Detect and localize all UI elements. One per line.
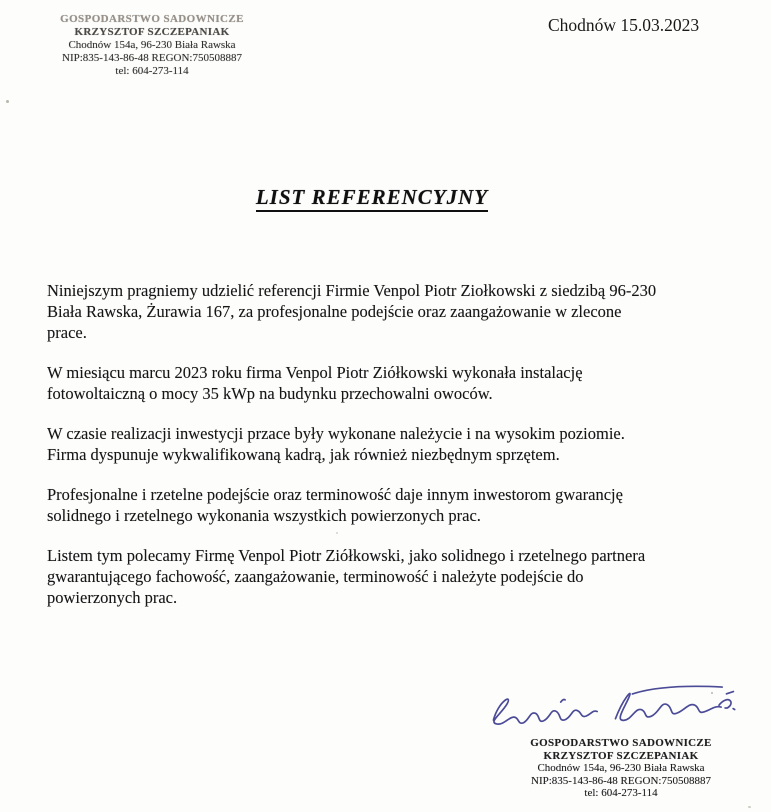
- stamp-phone: tel: 604-273-114: [115, 65, 189, 77]
- company-stamp-bottom: [503, 737, 739, 800]
- stamp-address: Chodnów 154a, 96-230 Biała Rawska: [68, 39, 236, 51]
- company-stamp-top: [33, 13, 271, 78]
- paragraph-1: [47, 280, 719, 343]
- place-and-date: Chodnów 15.03.2023: [548, 15, 700, 35]
- paragraph-4: [47, 484, 719, 526]
- paragraph-line: fotowoltaiczną o mocy 35 kWp na budynku przechowalni owoców.: [47, 384, 493, 403]
- paragraph-3: [47, 423, 719, 465]
- paragraph-2: [47, 362, 719, 404]
- letter-title: [0, 185, 744, 210]
- scan-speck: [6, 100, 9, 103]
- stamp-address: Chodnów 154a, 96-230 Biała Rawska: [537, 762, 705, 774]
- paragraph-line: Niniejszym pragniemy udzielić referencji Firmie Venpol Piotr Ziołkowski z siedzibą 96-230: [47, 281, 657, 300]
- paragraph-line: gwarantującego fachowość, zaangażowanie, terminowość i należyte podejście do: [47, 567, 584, 586]
- letter-body: [47, 280, 719, 627]
- stamp-company-name: GOSPODARSTWO SADOWNICZE: [530, 737, 712, 749]
- stamp-owner-name: KRZYSZTOF SZCZEPANIAK: [74, 26, 230, 38]
- paragraph-line: solidnego i rzetelnego wykonania wszystkich powierzonych prac.: [47, 506, 481, 525]
- paragraph-line: Listem tym polecamy Firmę Venpol Piotr Ziółkowski, jako solidnego i rzetelnego partnera: [47, 546, 646, 565]
- stamp-nip-regon: NIP:835-143-86-48 REGON:750508887: [531, 774, 711, 787]
- stamp-phone: tel: 604-273-114: [584, 787, 658, 799]
- signature-handwriting: [480, 677, 738, 738]
- stamp-owner-name: KRZYSZTOF SZCZEPANIAK: [543, 749, 699, 762]
- paragraph-line: W czasie realizacji inwestycji przace były wykonane należycie i na wysokim poziomie.: [47, 424, 625, 443]
- paragraph-5: [47, 545, 719, 608]
- paragraph-line: Profesjonalne i rzetelne podejście oraz terminowość daje innym inwestorom gwarancję: [47, 485, 623, 504]
- letter-title-text: LIST REFERENCYJNY: [256, 185, 488, 212]
- paragraph-line: W miesiącu marcu 2023 roku firma Venpol Piotr Ziółkowski wykonała instalację: [47, 363, 583, 382]
- scan-speck: [336, 532, 338, 534]
- paragraph-line: Firma dyspunuje wykwalifikowaną kadrą, jak również niezbędnym sprzętem.: [47, 445, 560, 464]
- scan-speck: [711, 692, 713, 694]
- paragraph-line: Biała Rawska, Żurawia 167, za profesjonalne podejście oraz zaangażowanie w zlecone: [47, 302, 622, 321]
- scan-speck: [748, 806, 751, 808]
- paragraph-line: prace.: [47, 323, 87, 342]
- paragraph-line: powierzonych prac.: [47, 588, 178, 607]
- stamp-company-name: GOSPODARSTWO SADOWNICZE: [60, 13, 244, 25]
- stamp-nip-regon: NIP:835-143-86-48 REGON:750508887: [62, 52, 242, 64]
